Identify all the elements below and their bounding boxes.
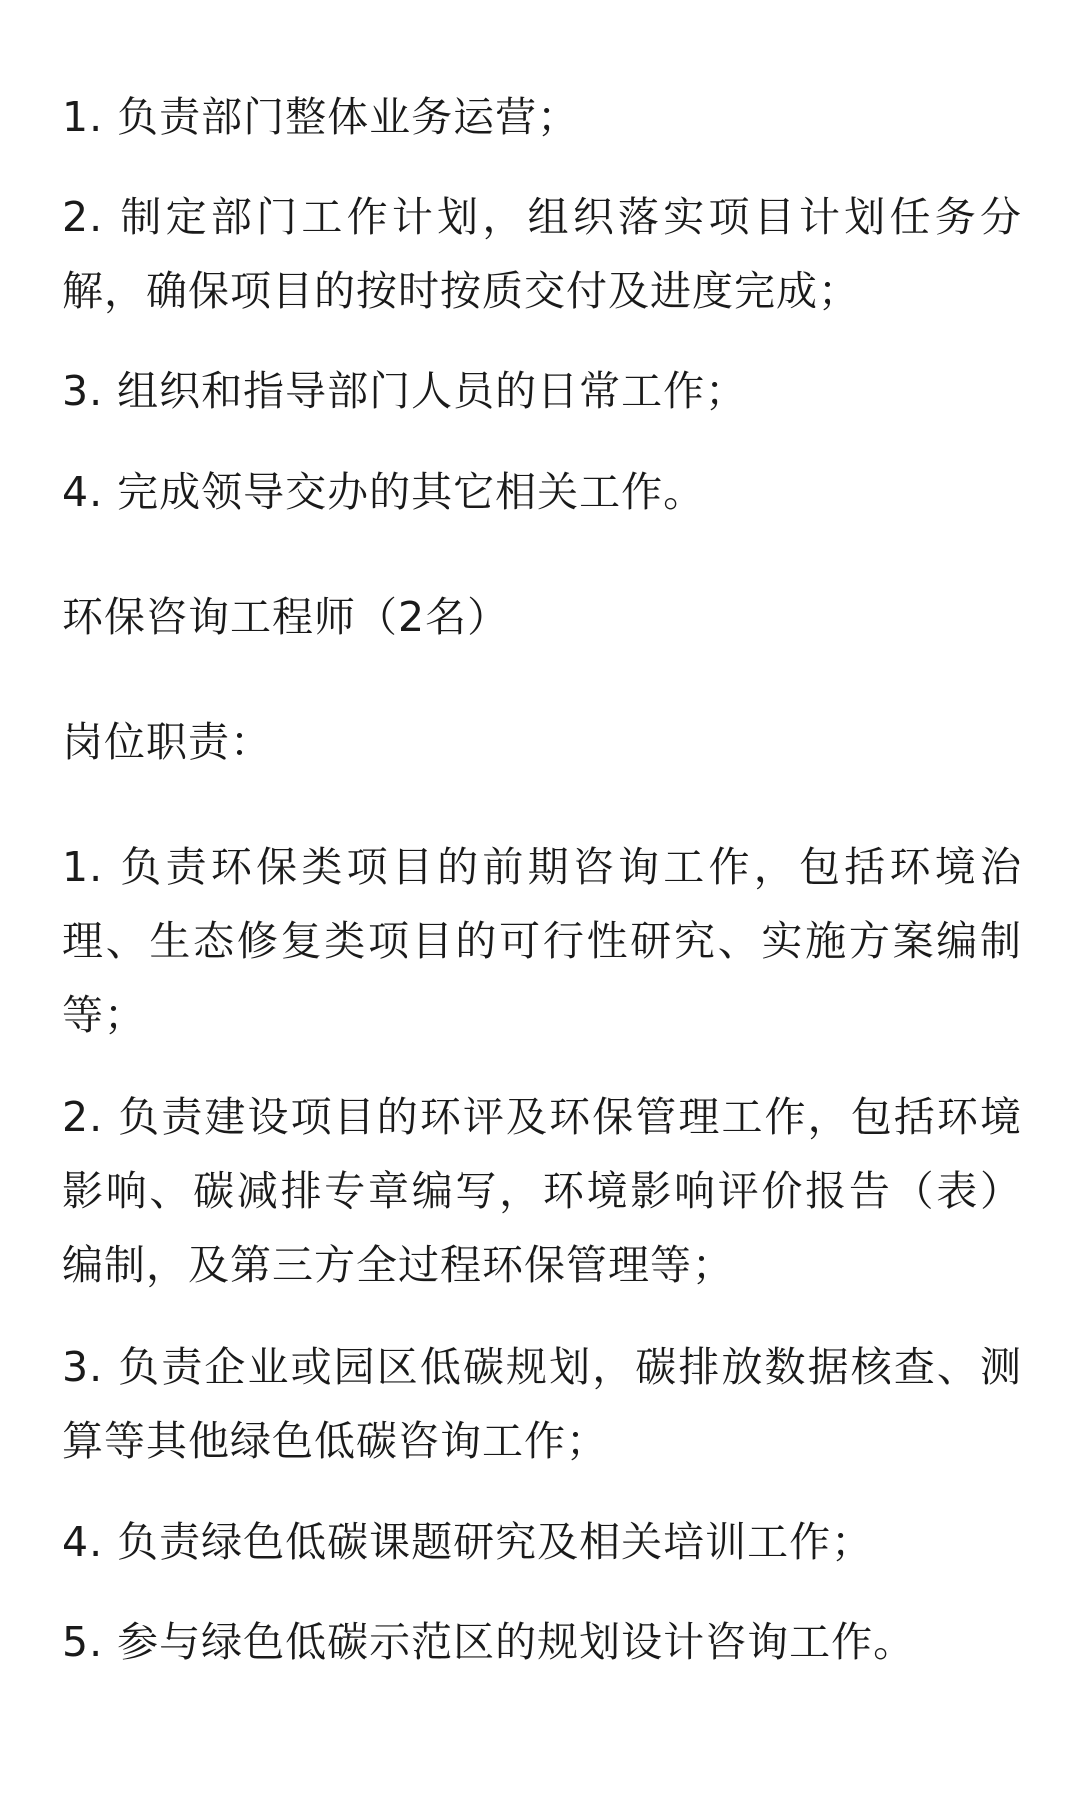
duties-label: 岗位职责： bbox=[62, 718, 272, 766]
list-item: 2. 制定部门工作计划，组织落实项目计划任务分解，确保项目的按时按质交付及进度完成； bbox=[62, 193, 1022, 315]
list-item: 5. 参与绿色低碳示范区的规划设计咨询工作。 bbox=[62, 1618, 916, 1666]
list-item: 1. 负责环保类项目的前期咨询工作，包括环境治理、生态修复类项目的可行性研究、实施方案编制等； bbox=[62, 843, 1022, 1039]
list-item: 4. 完成领导交办的其它相关工作。 bbox=[62, 468, 706, 516]
list-item: 3. 负责企业或园区低碳规划，碳排放数据核查、测算等其他绿色低碳咨询工作； bbox=[62, 1343, 1022, 1465]
list-item: 2. 负责建设项目的环评及环保管理工作，包括环境影响、碳减排专章编写，环境影响评价报告（表）编制，及第三方全过程环保管理等； bbox=[62, 1093, 1022, 1289]
list-item: 3. 组织和指导部门人员的日常工作； bbox=[62, 367, 748, 415]
position-title: 环保咨询工程师（2名） bbox=[62, 593, 510, 641]
list-item: 4. 负责绿色低碳课题研究及相关培训工作； bbox=[62, 1518, 874, 1566]
list-item: 1. 负责部门整体业务运营； bbox=[62, 93, 580, 141]
